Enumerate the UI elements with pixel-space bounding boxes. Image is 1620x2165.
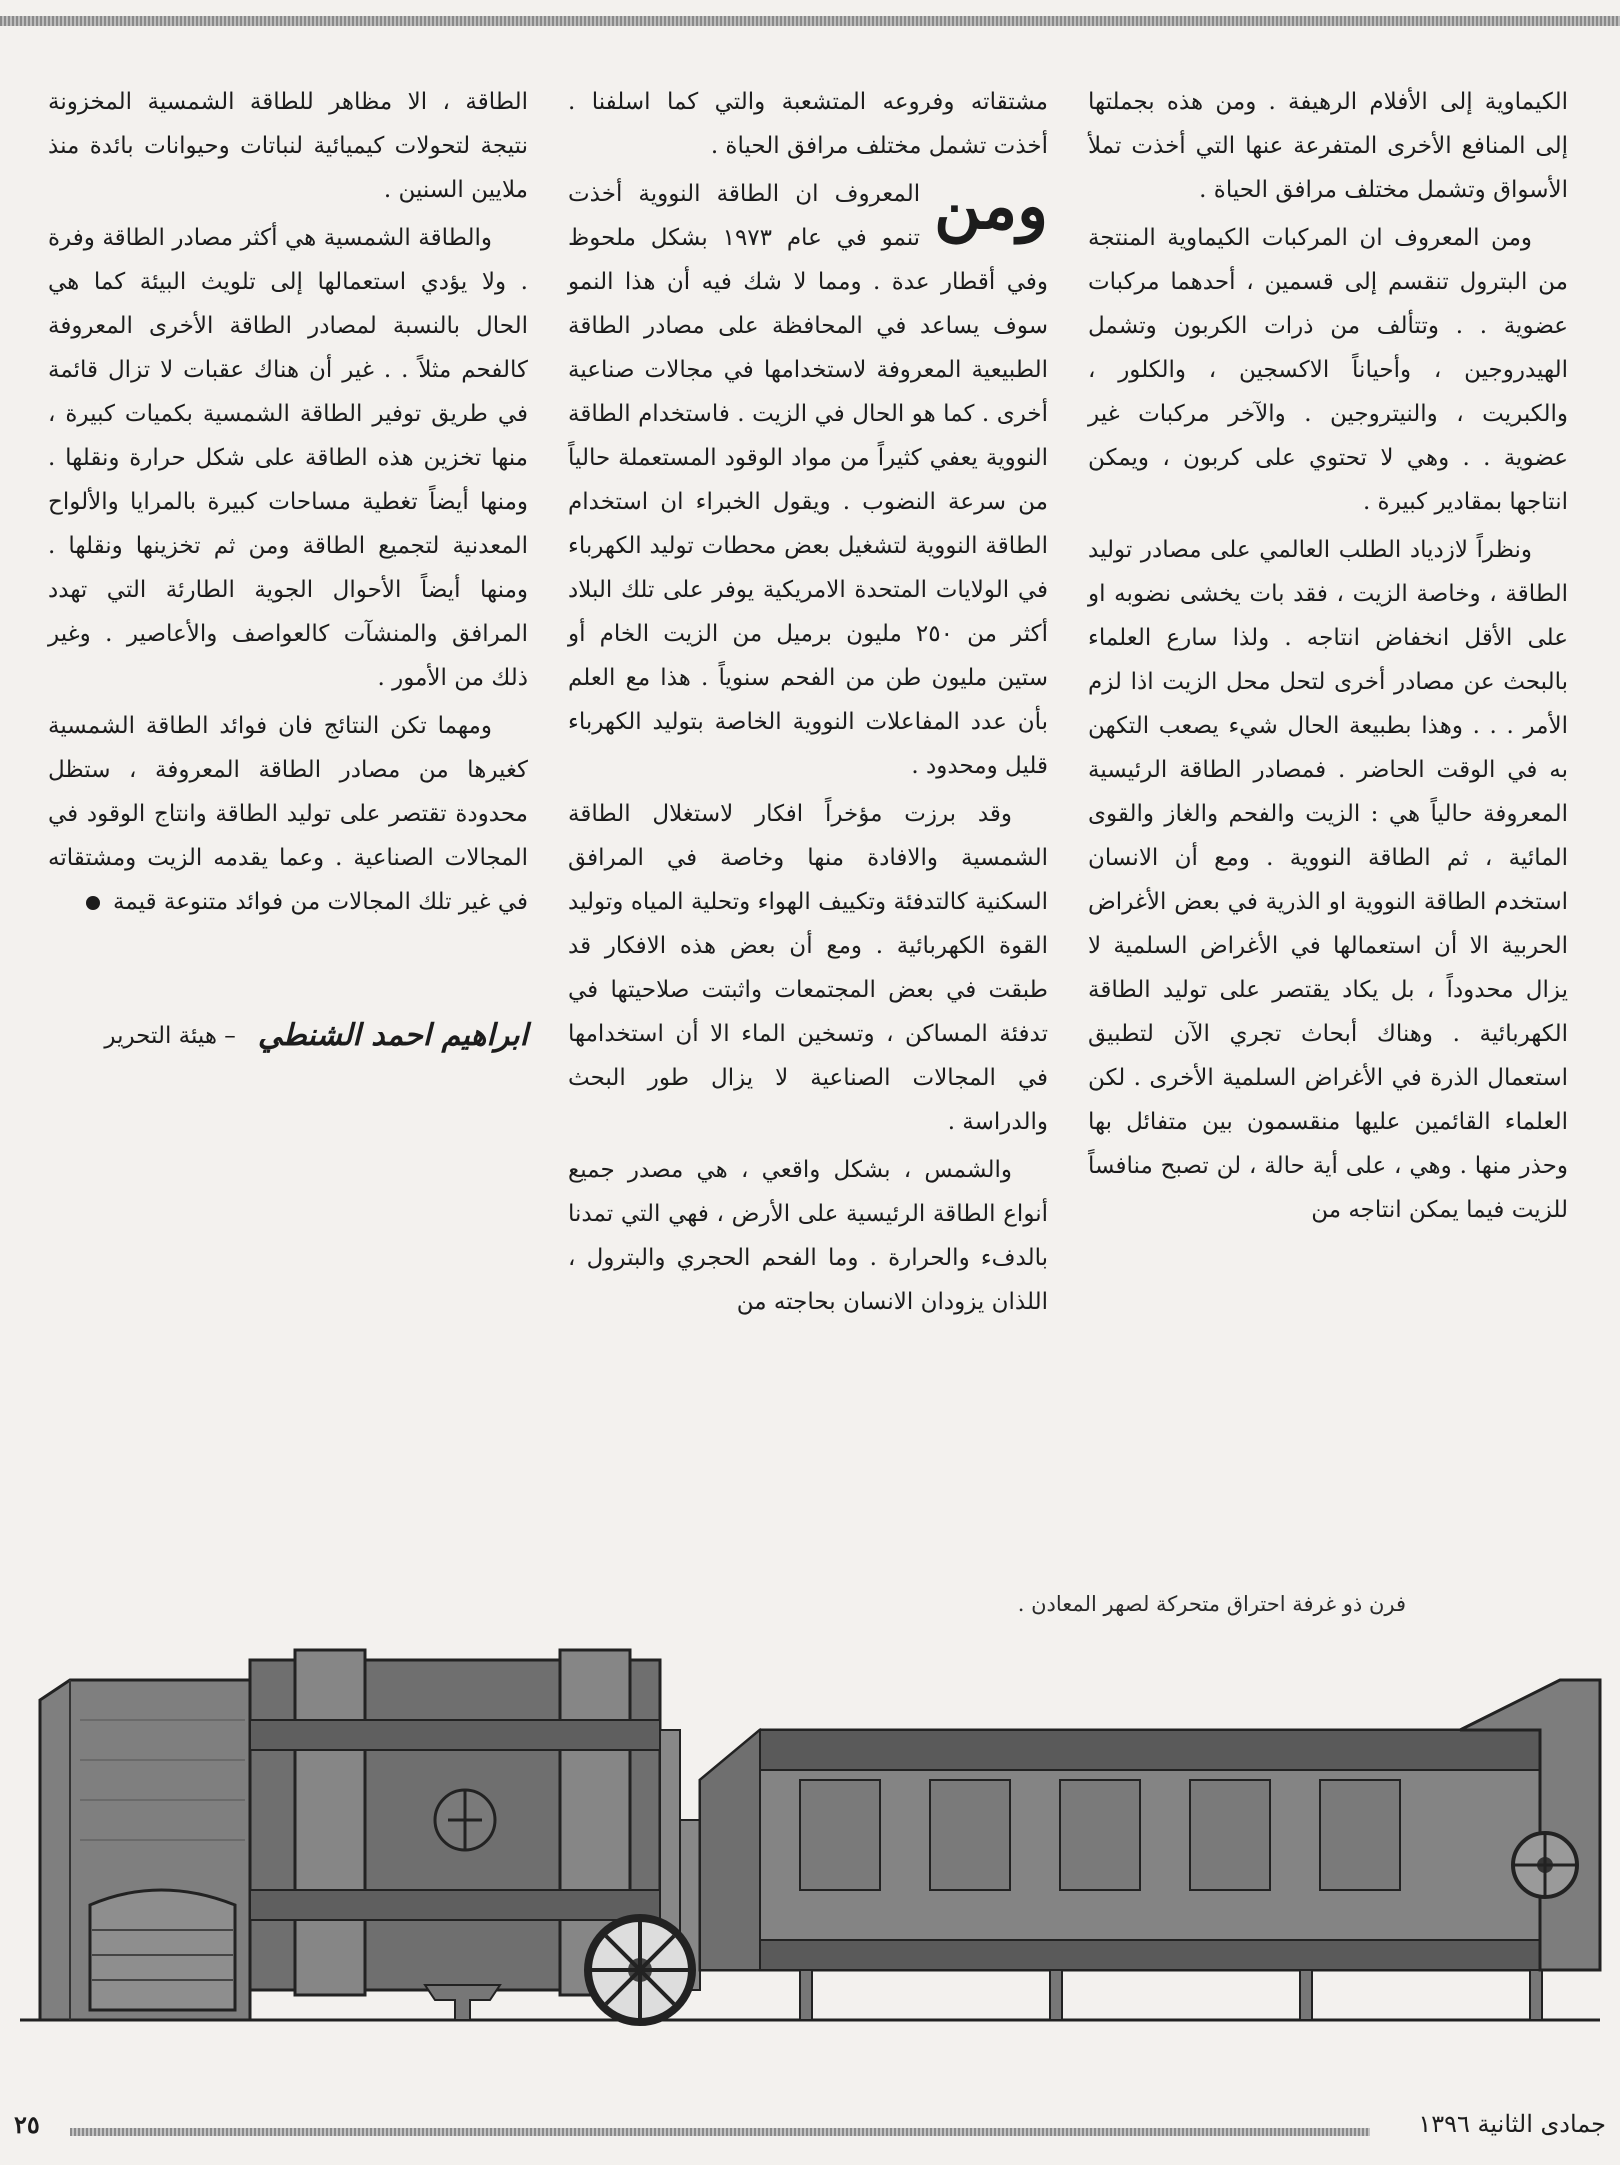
column-right [1088,80,1568,1320]
paragraph-text: ومهما تكن النتائج فان فوائد الطاقة الشمسية كغيرها من مصادر الطاقة المعروفة ، ستظل محدودة تقتصر على توليد الطاقة وانتاج الوقود في المجالات الصناعية . وعما يقدمه الزيت ومشتقاته في غير تلك المجالات من فوائد متنوعة قيمة [48,713,528,915]
paragraph: الطاقة ، الا مظاهر للطاقة الشمسية المخزونة نتيجة لتحولات كيميائية لنباتات وحيوانات بائدة منذ ملايين السنين . [48,89,528,203]
paragraph: والشمس ، بشكل واقعي ، هي مصدر جميع أنواع الطاقة الرئيسية على الأرض ، فهي التي تمدنا بالدفء والحرارة . وما الفحم الحجري والبترول ، اللذان يزودان الانسان بحاجته من [568,1157,1048,1315]
paragraph: وقد برزت مؤخراً افكار لاستغلال الطاقة الشمسية والافادة منها وخاصة في المرافق السكنية كالتدفئة وتكييف الهواء وتحلية المياه وتوليد القوة الكهربائية . ومع أن بعض هذه الافكار قد طبقت في بعض المجتمعات واثبتت صلاحيتها في تدفئة المساكن ، وتسخين الماء الا أن استخدامها في المجالات الصناعية لا يزال طور البحث والدراسة . [568,801,1048,1135]
paragraph-with-dropcap [568,169,1048,788]
paragraph: مشتقاته وفروعه المتشعبة والتي كما اسلفنا . أخذت تشمل مختلف مرافق الحياة . [568,89,1048,159]
column-middle [568,80,1048,1320]
end-of-article-icon [86,896,100,910]
page-number: ٢٥ [14,2110,40,2139]
paragraph: ومن المعروف ان المركبات الكيماوية المنتجة من البترول تنقسم إلى قسمين ، أحدهما مركبات عضوية . . وتتألف من ذرات الكربون وتشمل الهيدروجين ، وأحياناً الاكسجين ، والكلور ، والكبريت ، والنيتروجين . والآخر مركبات غير عضوية . . وهي لا تحتوي على كربون ، ويمكن انتاجها بمقادير كبيرة . [1088,225,1568,515]
signature-block [48,1014,528,1058]
article-columns [48,80,1568,1320]
author-signature: ابراهيم احمد الشنطي [257,1018,528,1053]
footer-rule [70,2128,1370,2136]
paragraph: الكيماوية إلى الأفلام الرهيفة . ومن هذه بجملتها إلى المنافع الأخرى المتفرعة عنها التي أخذت تملأ الأسواق وتشمل مختلف مرافق الحياة . [1088,89,1568,203]
figure-caption: فرن ذو غرفة احتراق متحركة لصهر المعادن . [1017,1592,1406,1616]
page-footer [0,2110,1620,2150]
editorial-credit: – هيئة التحرير [104,1023,236,1049]
drop-cap: ومن [934,169,1048,244]
column-left [48,80,528,1320]
furnace-illustration [0,1640,1620,2040]
paragraph: والطاقة الشمسية هي أكثر مصادر الطاقة وفرة . ولا يؤدي استعمالها إلى تلويث البيئة كما هي الحال بالنسبة لمصادر الطاقة الأخرى المعروفة كالفحم مثلاً . . غير أن هناك عقبات لا تزال قائمة في طريق توفير الطاقة الشمسية بكميات كبيرة ، منها تخزين هذه الطاقة على شكل حرارة ونقلها . ومنها أيضاً تغطية مساحات كبيرة بالمرايا والألواح المعدنية لتجميع الطاقة ومن ثم تخزينها ونقلها . ومنها أيضاً الأحوال الجوية الطارئة التي تهدد المرافق والمنشآت كالعواصف والأعاصير . وغير ذلك من الأمور . [48,225,528,691]
paragraph-text: المعروف ان الطاقة النووية أخذت تنمو في عام ١٩٧٣ بشكل ملحوظ وفي أقطار عدة . ومما لا شك فيه أن هذا النمو سوف يساعد في المحافظة على مصادر الطاقة الطبيعية المعروفة لاستخدامها في مجالات صناعية أخرى . كما هو الحال في الزيت . فاستخدام الطاقة النووية يعفي كثيراً من مواد الوقود المستعملة حالياً من سرعة النضوب . ويقول الخبراء ان استخدام الطاقة النووية لتشغيل بعض محطات توليد الكهرباء في الولايات المتحدة الامريكية يوفر على تلك البلاد أكثر من ٢٥٠ مليون برميل من الزيت الخام أو ستين مليون طن من الفحم سنوياً . هذا مع العلم بأن عدد المفاعلات النووية الخاصة بتوليد الكهرباء قليل ومحدود . [568,181,1048,779]
paragraph-final [48,704,528,924]
top-rule [0,16,1620,26]
issue-date: جمادى الثانية ١٣٩٦ [1418,2110,1606,2138]
paragraph: ونظراً لازدياد الطلب العالمي على مصادر توليد الطاقة ، وخاصة الزيت ، فقد بات يخشى نضوبه او على الأقل انخفاض انتاجه . ولذا سارع العلماء بالبحث عن مصادر أخرى لتحل محل الزيت اذا لزم الأمر . . . وهذا بطبيعة الحال شيء يصعب التكهن به في الوقت الحاضر . فمصادر الطاقة الرئيسية المعروفة حالياً هي : الزيت والفحم والغاز والقوى المائية ، ثم الطاقة النووية . ومع أن الانسان استخدم الطاقة النووية او الذرية في بعض الأغراض الحربية الا أن استعمالها في الأغراض السلمية لا يزال محدوداً ، بل يكاد يقتصر على توليد الطاقة الكهربائية . وهناك أبحاث تجري الآن لتطبيق استعمال الذرة في الأغراض السلمية الأخرى . لكن العلماء القائمين عليها منقسمون بين متفائل بها وحذر منها . وهي ، على أية حالة ، لن تصبح منافساً للزيت فيما يمكن انتاجه من [1088,537,1568,1223]
